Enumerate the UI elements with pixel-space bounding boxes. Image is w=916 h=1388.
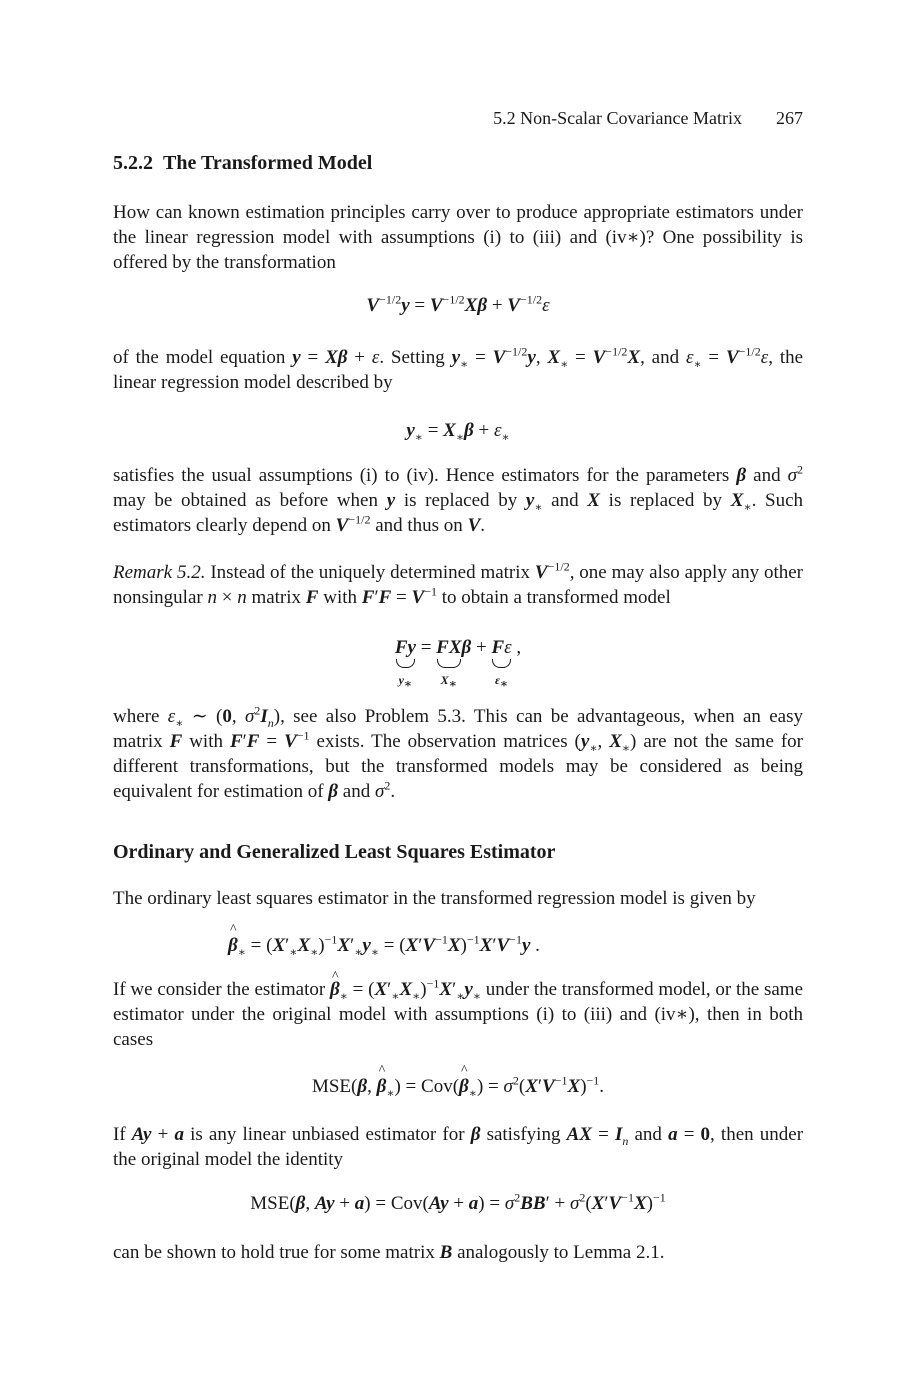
remark-label: Remark 5.2. bbox=[113, 562, 206, 583]
paragraph-assumptions: satisfies the usual assumptions (i) to (iv). Hence estimators for the parameters β and $\sigma^2$ may be obtained as before when y is replaced by $y_∗$ and X is replaced by $X_∗$. Such estimators clearly depend on $V^{-1/2}$ and thus on V. bbox=[113, 462, 804, 536]
equation-transformation: $V^{-1/2}y = V^{-1/2}X\beta + V^{-1/2}\varepsilon$ bbox=[366, 292, 550, 316]
equation-transformed-model: $y_∗ = X_∗\beta + \varepsilon_∗$ bbox=[406, 420, 510, 444]
equation-mse-gls: MSE(β, ^ $\beta_∗$) = Cov(^ $\beta_∗) = \sigma^2(X'V^{-1}X)^{-1}$. bbox=[113, 1076, 803, 1098]
section-number: 5.2.2 bbox=[113, 152, 153, 174]
paragraph-setting: of the model equation y = Xβ + ε. Setting $y_∗ = V^{-1/2}y$, $X_∗ = V^{-1/2}X$, and $\varepsilon_∗ = V^{-1/2}\varepsilon$, the linear regression model described by bbox=[113, 344, 804, 393]
header-section-title: 5.2 Non-Scalar Covariance Matrix bbox=[493, 108, 742, 128]
paragraph-where: where $\varepsilon_∗$ ∼ (0, $\sigma^2I_n$), see also Problem 5.3. This can be advantageous, when an easy matrix F with $F'F = V^{-1}$ exists. The observation matrices ($y_∗$, $X_∗$) are not the same for different transformations, but the transformed models may be considered as being equivalent for estimation of β and $\sigma^2$. bbox=[113, 703, 804, 802]
equation-underbraced: Fy $y_∗$ = FX $X_∗$ β + Fε $\varepsilon_∗$ , bbox=[394, 637, 522, 691]
paragraph-ols: The ordinary least squares estimator in the transformed regression model is given by bbox=[113, 888, 756, 909]
paragraph-unbiased: If Ay + a is any linear unbiased estimator for β satisfying AX = $I_n$ and a = 0, then under the original model the identity bbox=[113, 1124, 804, 1170]
running-header bbox=[493, 108, 803, 129]
section-title: The Transformed Model bbox=[163, 152, 373, 174]
paragraph-consider: If we consider the estimator ^ $\beta_∗ = (X'_∗X_∗)^{-1}X'_∗y_∗$ under the transformed model, or the same estimator under the original model with assumptions (i) to (iii) and (iv∗), then in both cases bbox=[113, 977, 803, 1052]
equation-mse-linear: MSE(β, $Ay + a) = Cov(Ay + a) = \sigma^2BB' + \sigma^2(X'V^{-1}X)^{-1}$ bbox=[250, 1190, 666, 1214]
paragraph-lemma: can be shown to hold true for some matrix B analogously to Lemma 2.1. bbox=[113, 1242, 665, 1263]
section-heading bbox=[113, 152, 372, 175]
paragraph-intro: How can known estimation principles carry over to produce appropriate estimators under the linear regression model with assumptions (i) to (iii) and (iv∗)? One possibility is offered by the transformation bbox=[113, 202, 803, 273]
page-number: 267 bbox=[776, 108, 803, 128]
remark-5-2: Remark 5.2. Instead of the uniquely determined matrix $V^{-1/2}$, one may also apply any other nonsingular n × n matrix F with $F'F = V^{-1}$ to obtain a transformed model bbox=[113, 559, 804, 608]
equation-ols-estimator: ^ $\beta_∗ = (X'_∗X_∗)^{-1}X'_∗y_∗ = (X'V^{-1}X)^{-1}X'V^{-1}y$ . bbox=[113, 935, 803, 957]
subsection-heading: Ordinary and Generalized Least Squares Estimator bbox=[113, 841, 556, 863]
